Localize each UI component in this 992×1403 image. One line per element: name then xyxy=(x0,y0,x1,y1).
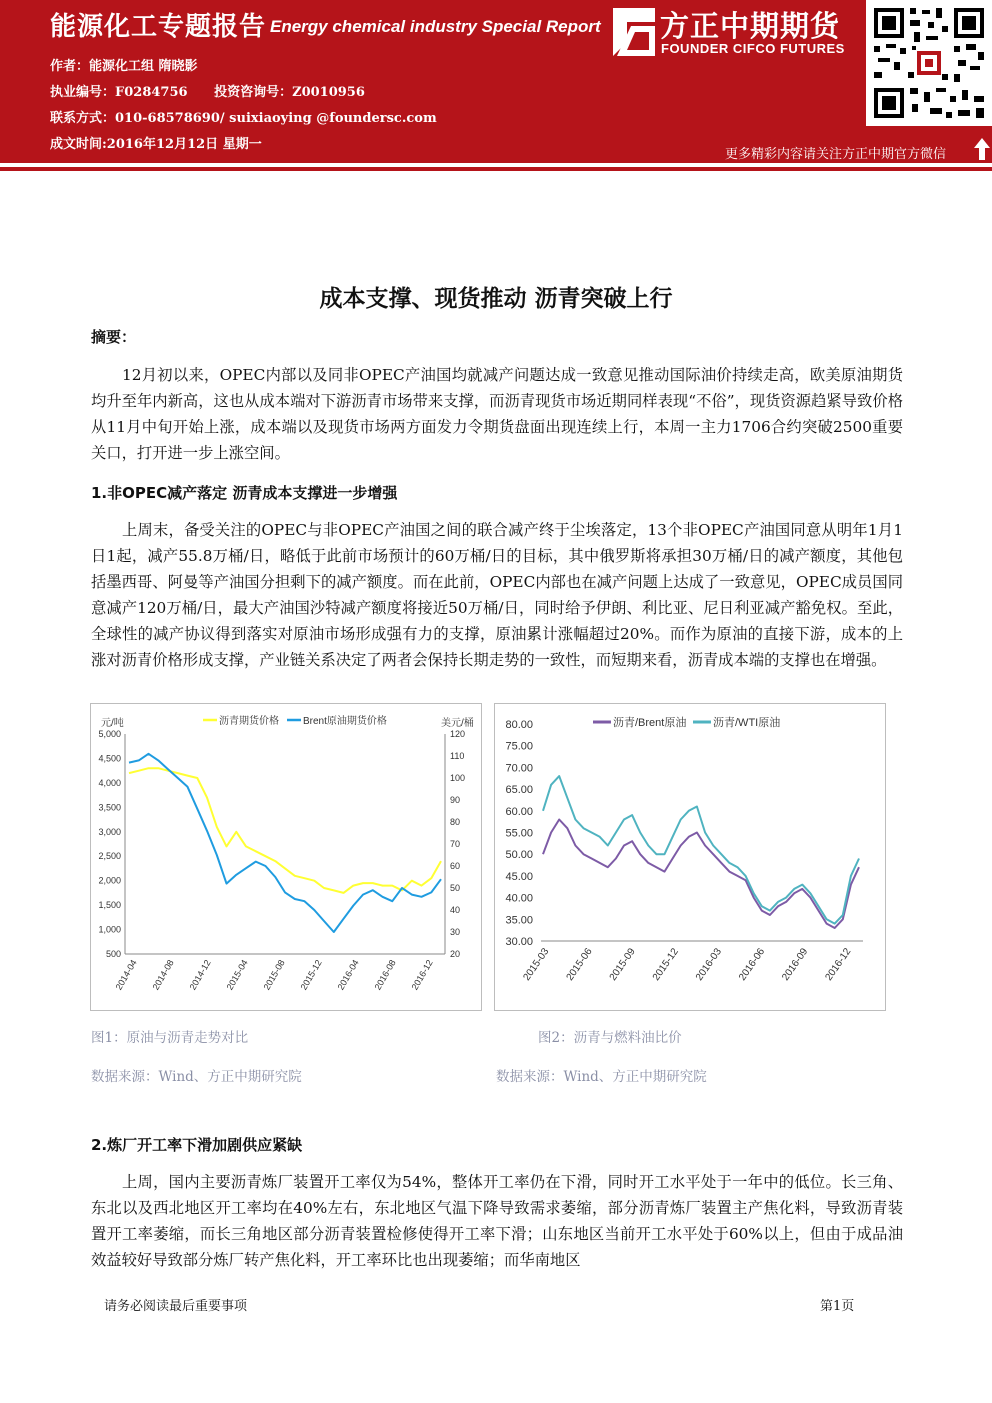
left-tick-label: 4,000 xyxy=(98,777,121,788)
left-tick-label: 3,000 xyxy=(98,826,121,837)
left-tick-label: 3,500 xyxy=(98,802,121,813)
x-tick-label: 2014-08 xyxy=(150,958,176,992)
follow-wechat-text: 更多精彩内容请关注方正中期官方微信 xyxy=(725,147,947,162)
x-tick-label: 2015-03 xyxy=(521,946,552,983)
legend-label: 沥青/Brent原油 xyxy=(613,717,687,729)
arrow-up-icon xyxy=(973,137,991,161)
section-2-paragraph: 上周，国内主要沥青炼厂装置开工率仅为54%，整体开工率仍在下滑，同时开工水平处于一年中的低位。长三角、东北以及西北地区开工率均在40%左右，东北地区气温下降导致需求萎缩，部分沥青炼厂装置主产焦化料，导致沥青装置开工率萎缩，而长三角地区部分沥青装置检修使得开工率下滑；山东地区当前开工水平处于60%以上，但由于成品油效益较好导致部分炼厂转产焦化料，开工率环比也出现萎缩；而华南地区 xyxy=(91,1173,903,1269)
left-tick-label: 5,000 xyxy=(98,729,121,739)
x-tick-label: 2016-08 xyxy=(372,958,398,992)
x-tick-label: 2015-12 xyxy=(298,958,324,992)
figure-1-caption: 图1：原油与沥青走势对比 xyxy=(91,1030,249,1046)
legend-label: 沥青/WTI原油 xyxy=(713,717,781,729)
y-tick-label: 30.00 xyxy=(505,936,533,948)
legend-label: 沥青期货价格 xyxy=(219,716,279,727)
document-title: 成本支撑、现货推动 沥青突破上行 xyxy=(319,286,673,312)
series-line xyxy=(129,754,441,932)
y-tick-label: 45.00 xyxy=(505,870,533,883)
wechat-qr-code-icon xyxy=(866,0,992,126)
x-tick-label: 2014-12 xyxy=(187,958,213,992)
consult-number: 投资咨询号：Z0010956 xyxy=(214,85,365,100)
x-tick-label: 2015-08 xyxy=(261,958,287,992)
left-tick-label: 2,000 xyxy=(98,875,121,886)
x-tick-label: 2016-12 xyxy=(409,958,435,992)
chart-crude-vs-asphalt xyxy=(90,703,482,1011)
right-tick-label: 120 xyxy=(450,729,466,739)
left-tick-label: 2,500 xyxy=(98,851,121,862)
right-tick-label: 110 xyxy=(450,751,465,761)
brand-name-en: FOUNDER CIFCO FUTURES xyxy=(661,41,845,56)
left-tick-label: 500 xyxy=(105,949,121,959)
license-line xyxy=(50,81,387,100)
figure-2-source: 数据来源：Wind、方正中期研究院 xyxy=(496,1069,707,1085)
section-2-title: 2.炼厂开工率下滑加剧供应紧缺 xyxy=(91,1136,303,1154)
x-tick-label: 2016-04 xyxy=(335,958,361,992)
right-tick-label: 30 xyxy=(450,927,461,937)
x-tick-label: 2015-04 xyxy=(224,958,250,992)
date-line: 成文时间:2016年12月12日 星期一 xyxy=(50,137,262,152)
y-tick-label: 75.00 xyxy=(505,740,533,753)
x-tick-label: 2016-09 xyxy=(780,946,811,983)
left-tick-label: 1,500 xyxy=(98,900,121,911)
y-tick-label: 55.00 xyxy=(505,827,533,840)
left-tick-label: 4,500 xyxy=(98,753,121,764)
chart-asphalt-oil-ratio xyxy=(494,703,886,1011)
x-tick-label: 2016-12 xyxy=(823,946,854,983)
y-tick-label: 40.00 xyxy=(505,892,533,905)
figure-1-source: 数据来源：Wind、方正中期研究院 xyxy=(91,1069,302,1085)
page-number: 第1页 xyxy=(820,1299,855,1314)
x-tick-label: 2015-06 xyxy=(564,946,595,983)
x-tick-label: 2015-12 xyxy=(650,946,681,983)
series-line xyxy=(543,776,859,924)
right-tick-label: 20 xyxy=(450,949,461,959)
section-1-paragraph: 上周末，备受关注的OPEC与非OPEC产油国之间的联合减产终于尘埃落定，13个非OPEC产油国同意从明年1月1日1起，减产55.8万桶/日，略低于此前市场预计的60万桶/日的目标，其中俄罗斯将承担30万桶/日的减产额度，其他包括墨西哥、阿曼等产油国分担剩下的减产额度。而在此前，OPEC内部也在减产问题上达成了一致意见，OPEC成员国同意减产120万桶/日，最大产油国沙特减产额度将接近50万桶/日，同时给予伊朗、利比亚、尼日利亚减产豁免权。至此，全球性的减产协议得到落实对原油市场形成强有力的支撑，原油累计涨幅超过20%。而作为原油的直接下游，成本的上涨对沥青价格形成支撑，产业链关系决定了两者会保持长期走势的一致性，而短期来看，沥青成本端的支撑也在增强。 xyxy=(91,521,903,669)
legend-label: Brent原油期货价格 xyxy=(303,716,387,727)
right-tick-label: 100 xyxy=(450,773,466,783)
header-rule xyxy=(0,167,992,171)
right-tick-label: 40 xyxy=(450,905,461,915)
brand-name-cn: 方正中期期货 xyxy=(660,9,841,43)
chart-asphalt-oil-ratio-svg xyxy=(495,704,885,1010)
y-tick-label: 80.00 xyxy=(505,719,533,731)
y-tick-label: 35.00 xyxy=(505,914,533,927)
series-line xyxy=(129,768,441,893)
figure-2-caption: 图2：沥青与燃料油比价 xyxy=(538,1030,682,1046)
brand-logo-icon xyxy=(605,6,657,58)
y-tick-label: 65.00 xyxy=(505,784,533,797)
left-axis-unit: 元/吨 xyxy=(101,718,124,729)
license-number: 执业编号：F0284756 xyxy=(50,85,188,100)
right-axis-unit: 美元/桶 xyxy=(441,718,474,729)
x-tick-label: 2014-04 xyxy=(113,958,139,992)
y-tick-label: 50.00 xyxy=(505,849,533,862)
y-tick-label: 70.00 xyxy=(505,762,533,775)
section-1-title: 1.非OPEC减产落定 沥青成本支撑进一步增强 xyxy=(91,484,398,502)
contact-line: 联系方式：010-68578690/ suixiaoying @foundersc.com xyxy=(50,111,437,126)
left-tick-label: 1,000 xyxy=(98,924,121,935)
chart-crude-vs-asphalt-svg xyxy=(91,704,481,1010)
footer-disclaimer: 请务必阅读最后重要事项 xyxy=(104,1299,248,1314)
report-type-title: 能源化工专题报告 xyxy=(50,12,267,42)
right-tick-label: 70 xyxy=(450,839,461,849)
right-tick-label: 80 xyxy=(450,817,461,827)
y-tick-label: 60.00 xyxy=(505,805,533,818)
report-header xyxy=(0,0,992,163)
author-line: 作者：能源化工组 隋晓影 xyxy=(50,59,198,74)
x-tick-label: 2016-03 xyxy=(693,946,725,983)
report-type-title-en: Energy chemical industry Special Report xyxy=(270,17,601,36)
abstract-label: 摘要： xyxy=(91,328,137,346)
right-tick-label: 60 xyxy=(450,861,461,871)
x-tick-label: 2015-09 xyxy=(607,946,638,983)
x-tick-label: 2016-06 xyxy=(737,946,768,983)
right-tick-label: 90 xyxy=(450,795,461,805)
abstract-paragraph: 12月初以来，OPEC内部以及同非OPEC产油国均就减产问题达成一致意见推动国际油价持续走高，欧美原油期货均升至年内新高，这也从成本端对下游沥青市场带来支撑，而沥青现货市场近期同样表现“不俗”，现货资源趋紧导致价格从11月中旬开始上涨，成本端以及现货市场两方面发力令期货盘面出现连续上行，本周一主力1706合约突破2500重要关口，打开进一步上涨空间。 xyxy=(91,366,903,462)
right-tick-label: 50 xyxy=(450,883,461,893)
series-line xyxy=(543,820,859,929)
